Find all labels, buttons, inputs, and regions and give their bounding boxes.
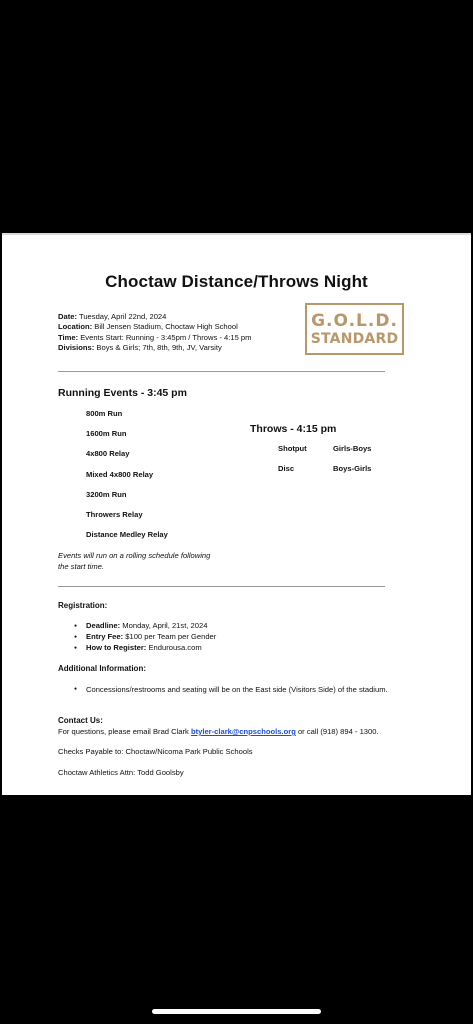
divider [58, 586, 385, 587]
contact-heading: Contact Us: [58, 716, 103, 725]
throws-row: Disc Boys-Girls [278, 464, 372, 473]
throws-heading: Throws - 4:15 pm [250, 423, 337, 435]
document-page [2, 233, 471, 795]
registration-deadline: ● Deadline: Monday, April, 21st, 2024 [86, 621, 207, 631]
info-time: Time: Events Start: Running - 3:45pm / Throws - 4:15 pm [58, 332, 252, 342]
list-item: 3200m Run [86, 489, 127, 499]
checks-payable: Checks Payable to: Choctaw/Nicoma Park Public Schools [58, 747, 253, 756]
document-title: Choctaw Distance/Throws Night [105, 272, 368, 291]
registration-heading: Registration: [58, 601, 108, 610]
info-location: Location: Bill Jensen Stadium, Choctaw High School [58, 322, 238, 332]
schedule-note: Events will run on a rolling schedule following the start time. [58, 551, 211, 571]
additional-text: ● Concessions/restrooms and seating will be on the East side (Visitors Side) of the stadium. [86, 684, 396, 695]
registration-how: ● How to Register: Endurousa.com [86, 643, 202, 653]
attn-line: Choctaw Athletics Attn: Todd Goolsby [58, 768, 184, 777]
running-heading: Running Events - 3:45 pm [58, 387, 187, 399]
info-date: Date: Tuesday, April 22nd, 2024 [58, 312, 167, 321]
throws-row: Shotput Girls-Boys [278, 444, 372, 453]
info-divisions: Divisions: Boys & Girls; 7th, 8th, 9th, JV, Varsity [58, 343, 222, 353]
list-item: Mixed 4x800 Relay [86, 469, 154, 479]
list-item: Distance Medley Relay [86, 530, 168, 540]
home-indicator[interactable] [152, 1009, 321, 1014]
additional-heading: Additional Information: [58, 664, 146, 673]
email-link[interactable]: btyler-clark@cnpschools.org [190, 727, 296, 736]
divider [58, 371, 385, 372]
event-info [58, 312, 251, 354]
registration-fee: ● Entry Fee: $100 per Team per Gender [86, 632, 216, 642]
gold-standard-logo: G.O.L.D. STANDARD [305, 303, 404, 355]
list-item: 1600m Run [86, 429, 127, 439]
running-events-list [86, 409, 168, 550]
contact-line: For questions, please email Brad Clark btyler-clark@cnpschools.org or call (918) 894 - 1300. [58, 727, 379, 736]
list-item: 800m Run [86, 409, 123, 418]
list-item: 4x800 Relay [86, 449, 130, 459]
list-item: Throwers Relay [86, 509, 143, 519]
